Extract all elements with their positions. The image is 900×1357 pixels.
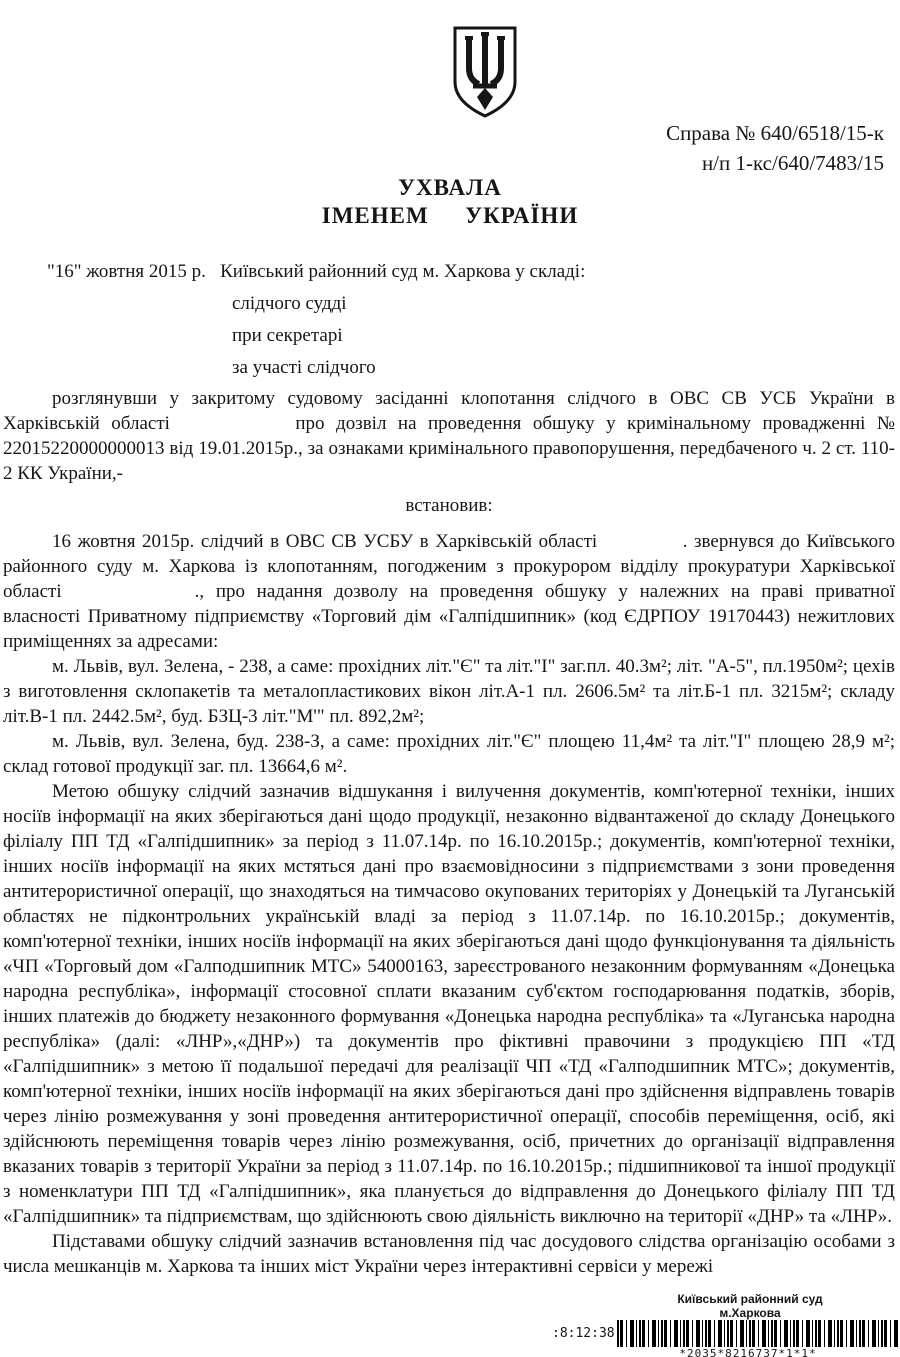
body-paragraph: Підставами обшуку слідчий зазначив встановлення під час досудового слідства організацію особами з числа мешканців м. Харкова та інших міст України через інтерактивні сервіси у мережі — [3, 1231, 895, 1277]
court-registration-stamp — [600, 1292, 900, 1320]
hearing-date-line: "16" жовтня 2015 р. Київський районний суд м. Харкова у складі: — [47, 261, 586, 282]
trident-icon — [450, 26, 520, 120]
court-composition — [3, 256, 895, 384]
case-number-block — [666, 118, 884, 178]
resolution-word: встановив: — [405, 495, 493, 516]
document-subtitle: ІМЕНЕМ УКРАЇНИ — [321, 203, 579, 228]
barcode-number: *2035*8216737*1*1* — [679, 1347, 817, 1357]
document-body — [3, 256, 895, 1279]
barcode-row — [552, 1320, 900, 1347]
ukraine-coat-of-arms-icon — [450, 26, 520, 120]
investigator-line: за участі слідчого — [232, 357, 376, 378]
stamp-court-name: Київський районний суд — [677, 1292, 823, 1306]
secretary-line: при секретарі — [232, 325, 343, 346]
body-paragraph: Метою обшуку слідчий зазначив відшукання і вилучення документів, комп'ютерної техніки, інших носіїв інформації на яких зберігаються дані щодо продукції, незаконно відвантаженої до складу Донецького філіалу ПП ТД «Галпідшипник» за період з 11.07.14р. по 16.10.2015р.; документів, комп'ютерної техніки, інших носіїв інформації на яких мстяться дані про взаємовідносини з підприємствами з зони проведення антитерористичної операції, що знаходяться на тимчасово окупованих територіях у Донецькій та Луганській областях не підконтрольних українській владі за період з 11.07.14р. по 16.10.2015р.; документів, комп'ютерної техніки, інших носіїв інформації на яких зберігаються дані щодо функціонування та діяльність «ЧП «Торговый дом «Галподшипник МТС» 54000163, зареєстрованого незаконним формуванням «Донецька народна республіка», інформації стосовної сплати вказаним суб'єктом господарювання податків, зборів, інших платежів до бюджету незаконного формування «Донецька народна республіка» та «Луганська народна республіка» (далі: «ЛНР»,«ДНР») та документів про фіктивні правочини з продукцією ПП «ТД «Галпідшипник» з метою її подальшої передачі для реалізації ЧП «ТД «Галподшипник МТС»; документів, комп'ютерної техніки, інших носіїв інформації на яких зберігаються дані про здійснення відправлень товарів через лінію розмежування у зоні проведення антитерористичної операції, способів переміщення, осіб, які здійснюють переміщення товарів через лінію розмежування, осіб, причетних до організації відправлення вказаних товарів з території України за період з 11.07.14р. по 16.10.2015р.; підшипникової та іншої продукції з номенклатури ПП ТД «Галпідшипник», яка планується до відправлення до Донецького філіалу ПП ТД «Галпідшипник» та підприємствам, що здійснюють свою діяльність виключно на території «ДНР» та «ЛНР». — [3, 781, 895, 1227]
case-number: Справа № 640/6518/15-к — [666, 121, 884, 145]
stamp-court-city: м.Харкова — [719, 1306, 781, 1320]
body-paragraph: м. Львів, вул. Зелена, буд. 238-З, а саме: прохідних літ."Є" площею 11,4м² та літ."І" площею 28,9 м²; склад готової продукції заг. пл. 13664,6 м². — [3, 731, 895, 777]
body-paragraph: м. Львів, вул. Зелена, - 238, а саме: прохідних літ."Є" та літ."І" заг.пл. 40.3м²; літ. "А-5", пл.1950м²; цехів з виготовлення склопакетів та металопластикових вікон літ.А-1 пл. 2606.5м² та літ.Б-1 пл. 3215м²; складу літ.В-1 пл. 2442.5м², буд. БЗЦ-3 літ."М'" пл. 892,2м²; — [3, 656, 895, 727]
body-paragraph: 16 жовтня 2015р. слідчий в ОВС СВ УСБУ в Харківській області . звернувся до Київського районного суду м. Харкова із клопотанням, погодженим з прокурором відділу прокуратури Харківської області ., про надання дозволу на проведення обшуку у належних на праві приватної власності Приватному підприємству «Торговий дім «Галпідшипник» (код ЄДРПОУ 19170443) нежитлових приміщеннях за адресами: — [3, 531, 895, 652]
body-paragraph: розглянувши у закритому судовому засіданні клопотання слідчого в ОВС СВ УСБ України в Харківській області про дозвіл на проведення обшуку у кримінальному провадженні № 22015220000000013 від 19.01.2015р., за ознаками кримінального правопорушення, передбаченого ч. 2 ст. 110-2 КК України,- — [3, 388, 895, 484]
case-registry-number: н/п 1-кс/640/7483/15 — [701, 151, 884, 175]
judge-line: слідчого судді — [232, 293, 347, 314]
document-title: УХВАЛА — [398, 175, 502, 200]
barcode — [617, 1320, 900, 1347]
document-title-block — [0, 174, 900, 230]
registration-timestamp: :8:12:38 — [552, 1326, 615, 1341]
